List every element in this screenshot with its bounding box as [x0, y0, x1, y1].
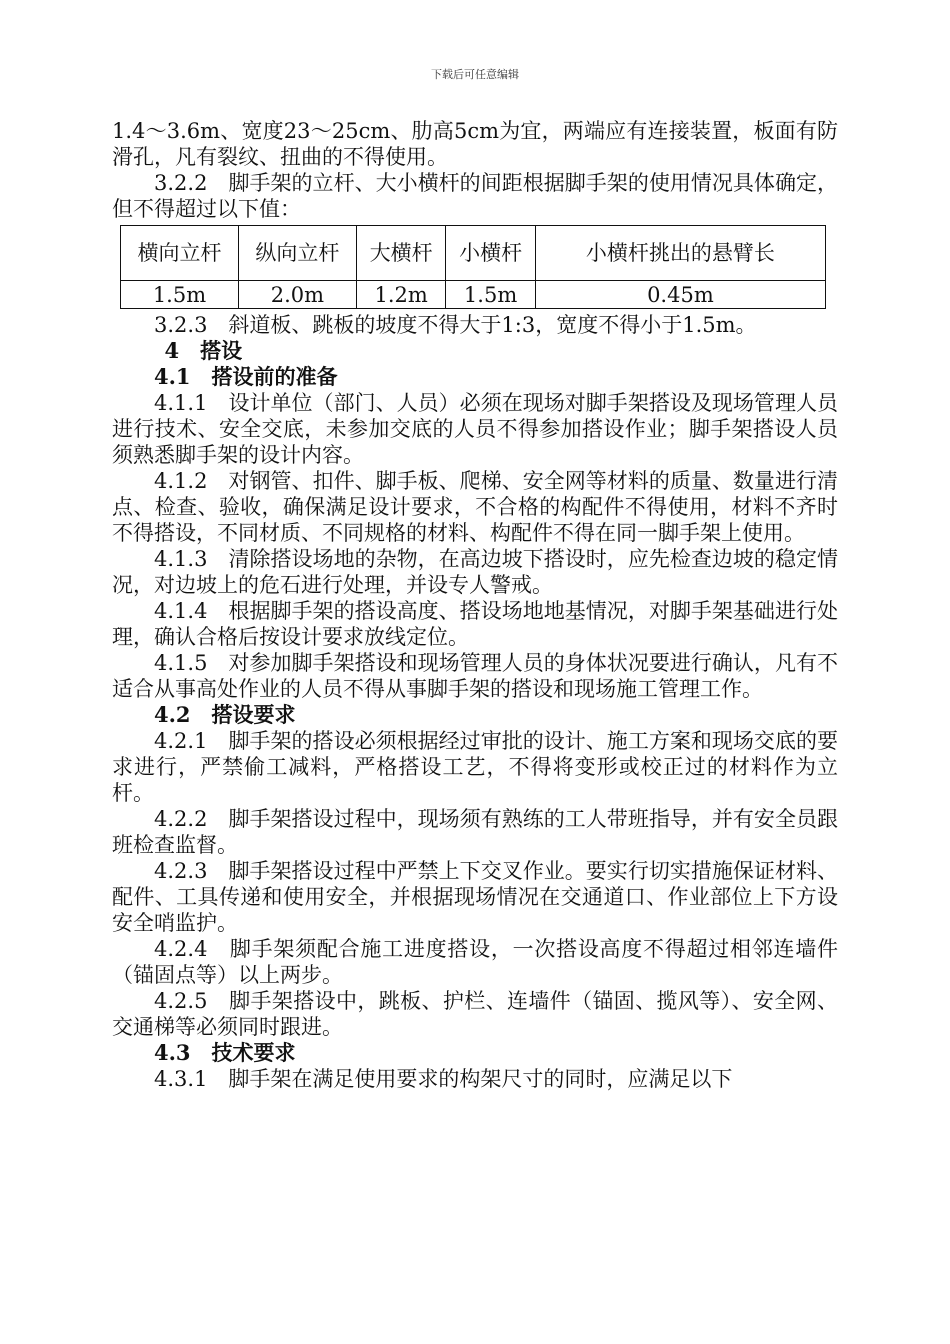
table-cell: 1.5m	[121, 281, 239, 309]
table-header-cell: 大横杆	[356, 226, 445, 281]
paragraph: 3.2.2 脚手架的立杆、大小横杆的间距根据脚手架的使用情况具体确定，但不得超过以下值：	[112, 171, 838, 221]
table-header-cell: 横向立杆	[121, 226, 239, 281]
subsection-heading: 4.3 技术要求	[154, 1040, 296, 1065]
paragraph: 4.1.4 根据脚手架的搭设高度、搭设场地地基情况，对脚手架基础进行处理，确认合格后按设计要求放线定位。	[112, 599, 838, 649]
paragraph: 4.2.3 脚手架搭设过程中严禁上下交叉作业。要实行切实措施保证材料、配件、工具传递和使用安全，并根据现场情况在交通道口、作业部位上下方设安全哨监护。	[112, 859, 838, 935]
spacing-table	[120, 225, 826, 309]
table-header-row	[121, 226, 826, 281]
paragraph: 4.2.5 脚手架搭设中，跳板、护栏、连墙件（锚固、揽风等）、安全网、交通梯等必须同时跟进。	[112, 989, 838, 1039]
paragraph: 4.2.4 脚手架须配合施工进度搭设，一次搭设高度不得超过相邻连墙件（锚固点等）以上两步。	[112, 937, 838, 987]
table-header-cell: 小横杆	[446, 226, 535, 281]
paragraph: 4.2.2 脚手架搭设过程中，现场须有熟练的工人带班指导，并有安全员跟班检查监督。	[112, 807, 838, 857]
paragraph: 4.1.3 清除搭设场地的杂物，在高边坡下搭设时，应先检查边坡的稳定情况，对边坡上的危石进行处理，并设专人警戒。	[112, 547, 838, 597]
table-header-cell: 小横杆挑出的悬臂长	[535, 226, 825, 281]
paragraph: 4.1.1 设计单位（部门、人员）必须在现场对脚手架搭设及现场管理人员进行技术、安全交底，未参加交底的人员不得参加搭设作业；脚手架搭设人员须熟悉脚手架的设计内容。	[112, 391, 838, 467]
table-cell: 0.45m	[535, 281, 825, 309]
paragraph: 4.3.1 脚手架在满足使用要求的构架尺寸的同时，应满足以下	[154, 1067, 733, 1091]
table-cell: 1.5m	[446, 281, 535, 309]
paragraph: 4.1.5 对参加脚手架搭设和现场管理人员的身体状况要进行确认，凡有不适合从事高处作业的人员不得从事脚手架的搭设和现场施工管理工作。	[112, 651, 838, 701]
table-cell: 2.0m	[238, 281, 356, 309]
table-row	[121, 281, 826, 309]
subsection-heading: 4.1 搭设前的准备	[154, 364, 338, 389]
paragraph: 4.2.1 脚手架的搭设必须根据经过审批的设计、施工方案和现场交底的要求进行，严禁偷工减料，严格搭设工艺，不得将变形或校正过的材料作为立杆。	[112, 729, 838, 805]
table-cell: 1.2m	[356, 281, 445, 309]
paragraph: 1.4～3.6m、宽度23～25cm、肋高5cm为宜，两端应有连接装置，板面有防滑孔，凡有裂纹、扭曲的不得使用。	[112, 119, 838, 169]
document-body	[112, 118, 838, 1092]
section-heading: 4 搭设	[164, 338, 243, 363]
paragraph: 3.2.3 斜道板、跳板的坡度不得大于1:3，宽度不得小于1.5m。	[154, 313, 757, 337]
subsection-heading: 4.2 搭设要求	[154, 702, 296, 727]
table-header-cell: 纵向立杆	[238, 226, 356, 281]
paragraph: 4.1.2 对钢管、扣件、脚手板、爬梯、安全网等材料的质量、数量进行清点、检查、验收，确保满足设计要求，不合格的构配件不得使用，材料不齐时不得搭设，不同材质、不同规格的材料、构配件不得在同一脚手架上使用。	[112, 469, 838, 545]
page-header: 下载后可任意编辑	[431, 68, 519, 81]
